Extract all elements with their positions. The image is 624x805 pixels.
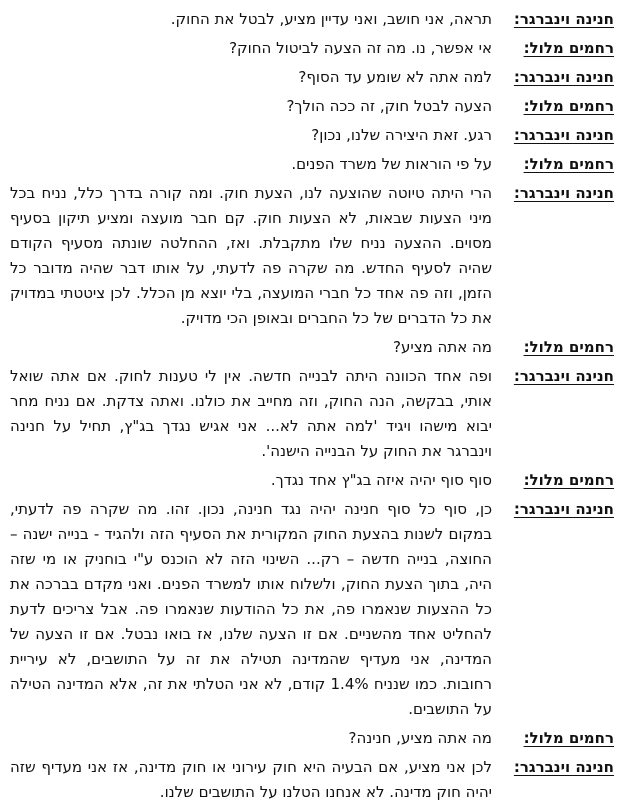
- speaker-name: רחמים מלול:: [523, 729, 614, 747]
- speech-text: למה אתה לא שומע עד הסוף?: [298, 68, 492, 86]
- transcript-entry: [10, 364, 614, 464]
- transcript-entry: [10, 497, 614, 722]
- transcript-entry: [10, 123, 614, 148]
- speech-text: מה אתה מציע?: [392, 338, 492, 356]
- transcript-entry: [10, 181, 614, 331]
- speech-text: כן, סוף כל סוף חנינה יהיה נגד חנינה, נכון. זהו. מה שקרה פה לדעתי, במקום לשנות בהצעת החוק המקורית את הסעיף הזה ולהגיד - בנייה ישנה – החוצה, בנייה חדשה – רק... השינוי הזה לא הוכנס ע"י בוחניק או מי שזה היה, בתוך הצעת החוק, ולשלוח אותו למשרד הפנים. ואני מקדם בברכה את כל ההצעות שנאמרו פה, את כל ההודעות שנאמרו פה. אבל צריכים לדעת להחליט אחד מהשניים. אם זו הצעה שלנו, אז בואו נבטל. אם זו הצעה של המדינה, אני מעדיף שהמדינה תטילה את זה על התושבים, לא עיריית רחובות. כמו שנניח 1.4% קודם, לא אני הטלתי את זה, אלא המדינה הטילה על התושבים.: [10, 500, 492, 718]
- speech-text: על פי הוראות של משרד הפנים.: [291, 155, 492, 173]
- speaker-name: חנינה וינברגר:: [513, 500, 614, 518]
- transcript-entry: [10, 7, 614, 32]
- speaker-name: חנינה וינברגר:: [513, 126, 614, 144]
- speech-text: רגע. זאת היצירה שלנו, נכון?: [311, 126, 492, 144]
- speaker-name: רחמים מלול:: [523, 338, 614, 356]
- speaker-name: רחמים מלול:: [523, 155, 614, 173]
- transcript-entry: [10, 755, 614, 805]
- transcript-entry: [10, 65, 614, 90]
- transcript-entry: [10, 335, 614, 360]
- transcript-entry: [10, 152, 614, 177]
- transcript-entry: [10, 36, 614, 61]
- speech-text: לכן אני מציע, אם הבעיה היא חוק עירוני או חוק מדינה, אז אני מעדיף שזה יהיה חוק מדינה. לא אנחנו הטלנו על התושבים שלנו.: [10, 758, 492, 801]
- speech-text: הרי היתה טיוטה שהוצעה לנו, הצעת חוק. ומה קורה בדרך כלל, נניח בכל מיני הצעות שבאות, לא הצעות חוק. קם חבר מועצה ומציע תיקון בסעיף מסוים. ההצעה נניח שלו מתקבלת. ואז, ההחלטה שונתה מסעיף הקודם שהיה לסעיף החדש. מה שקרה פה לדעתי, על אותו דבר שהיה מדובר כל הזמן, וזה פה אחד כל חברי המועצה, בלי יוצא מן הכלל. לכן ציטטתי במדויק את כל הדברים של כל החברים ובאופן הכי מדויק.: [10, 184, 492, 327]
- speech-text: מה אתה מציע, חנינה?: [348, 729, 492, 747]
- speaker-name: חנינה וינברגר:: [513, 184, 614, 202]
- speaker-name: רחמים מלול:: [523, 97, 614, 115]
- transcript-entry: [10, 468, 614, 493]
- speaker-name: חנינה וינברגר:: [513, 10, 614, 28]
- transcript-entry: [10, 94, 614, 119]
- speaker-name: חנינה וינברגר:: [513, 68, 614, 86]
- speech-text: סוף סוף יהיה איזה בג"ץ אחד נגדך.: [270, 471, 492, 489]
- speech-text: ופה אחד הכוונה היתה לבנייה חדשה. אין לי טענות לחוק. אם אתה שואל אותי, בבקשה, הנה החוק, וזה מחייב את כולנו. ואתה צדקת. אם נניח מחר יבוא מישהו ויגיד 'למה אתה לא... אני אגיש נגדך בג"ץ, תחיל על חנינה וינברגר את החוק על הבנייה הישנה'.: [10, 367, 492, 460]
- speech-text: אי אפשר, נו. מה זה הצעה לביטול החוק?: [229, 39, 492, 57]
- speaker-name: רחמים מלול:: [523, 471, 614, 489]
- speaker-name: חנינה וינברגר:: [513, 758, 614, 776]
- transcript-entry: [10, 726, 614, 751]
- speaker-name: רחמים מלול:: [523, 39, 614, 57]
- speech-text: תראה, אני חושב, ואני עדיין מציע, לבטל את החוק.: [170, 10, 492, 28]
- speaker-name: חנינה וינברגר:: [513, 367, 614, 385]
- speech-text: הצעה לבטל חוק, זה ככה הולך?: [286, 97, 492, 115]
